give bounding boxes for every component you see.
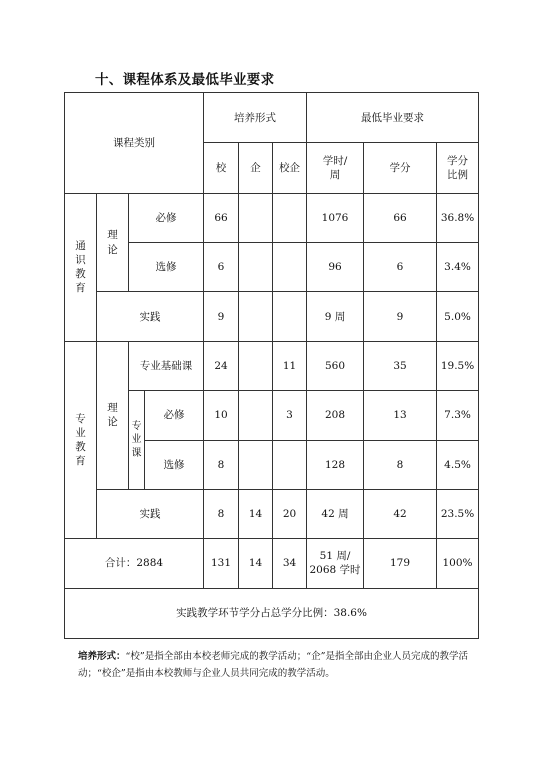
cell: 128: [307, 440, 364, 489]
cell: [273, 243, 307, 292]
cell: 34: [273, 539, 307, 588]
cell: 9: [364, 292, 437, 341]
footnote: [78, 648, 483, 682]
cell: 4.5%: [437, 440, 479, 489]
cell: 3: [273, 391, 307, 440]
cell: 42: [364, 489, 437, 538]
total-label: 合计：2884: [65, 539, 204, 588]
cell: 208: [307, 391, 364, 440]
cell: 560: [307, 341, 364, 390]
cell: 36.8%: [437, 193, 479, 242]
cell: 9: [204, 292, 239, 341]
header-ratio: 学分 比例: [437, 143, 479, 193]
cell: 7.3%: [437, 391, 479, 440]
header-min-requirement: 最低毕业要求: [307, 93, 479, 143]
cell: [273, 440, 307, 489]
header-hours: 学时/ 周: [307, 143, 364, 193]
major-education-label: 专 业 教 育: [65, 341, 97, 538]
practice-ratio-note: 实践教学环节学分占总学分比例：38.6%: [65, 588, 479, 638]
general-practice-label: 实践: [97, 292, 204, 341]
header-training-form: 培养形式: [204, 93, 307, 143]
cell: 96: [307, 243, 364, 292]
cell: 179: [364, 539, 437, 588]
cell: 14: [239, 539, 273, 588]
cell: 131: [204, 539, 239, 588]
general-elective-label: 选修: [129, 243, 204, 292]
major-theory-label: 理 论: [97, 341, 129, 489]
cell: [239, 243, 273, 292]
general-education-label: 通 识 教 育: [65, 193, 97, 341]
header-category: 课程类别: [65, 93, 204, 194]
page-title: 十、课程体系及最低毕业要求: [95, 72, 275, 88]
header-enterprise: 企: [239, 143, 273, 193]
footnote-lead: 培养形式：: [78, 651, 126, 662]
cell: [239, 391, 273, 440]
total-hours-line2: 2068 学时: [309, 564, 361, 577]
major-basic-label: 专业基础课: [129, 341, 204, 390]
cell: 11: [273, 341, 307, 390]
cell: [239, 440, 273, 489]
cell: 6: [364, 243, 437, 292]
header-credits: 学分: [364, 143, 437, 193]
cell: 24: [204, 341, 239, 390]
cell: 42 周: [307, 489, 364, 538]
major-required-label: 必修: [145, 391, 204, 440]
cell: [239, 193, 273, 242]
cell: 13: [364, 391, 437, 440]
cell: 10: [204, 391, 239, 440]
curriculum-table: [64, 92, 479, 639]
cell: 8: [364, 440, 437, 489]
cell: 66: [204, 193, 239, 242]
cell: 1076: [307, 193, 364, 242]
cell: 100%: [437, 539, 479, 588]
cell: 3.4%: [437, 243, 479, 292]
major-elective-label: 选修: [145, 440, 204, 489]
cell: 8: [204, 489, 239, 538]
cell: 23.5%: [437, 489, 479, 538]
cell: 19.5%: [437, 341, 479, 390]
cell: 9 周: [307, 292, 364, 341]
cell: 35: [364, 341, 437, 390]
cell: [239, 341, 273, 390]
cell: [239, 292, 273, 341]
cell: 66: [364, 193, 437, 242]
general-theory-label: 理 论: [97, 193, 129, 292]
cell: 6: [204, 243, 239, 292]
cell: 14: [239, 489, 273, 538]
cell: 8: [204, 440, 239, 489]
major-course-label: 专 业 课: [129, 391, 145, 490]
total-hours: [307, 539, 364, 588]
cell: 20: [273, 489, 307, 538]
general-required-label: 必修: [129, 193, 204, 242]
cell: 5.0%: [437, 292, 479, 341]
cell: [273, 292, 307, 341]
header-joint: 校企: [273, 143, 307, 193]
major-practice-label: 实践: [97, 489, 204, 538]
total-hours-line1: 51 周/: [319, 550, 351, 563]
cell: [273, 193, 307, 242]
header-school: 校: [204, 143, 239, 193]
footnote-text: “校”是指全部由本校老师完成的教学活动；“企”是指全部由企业人员完成的教学活动；“校企”是指由本校教师与企业人员共同完成的教学活动。: [78, 651, 468, 679]
